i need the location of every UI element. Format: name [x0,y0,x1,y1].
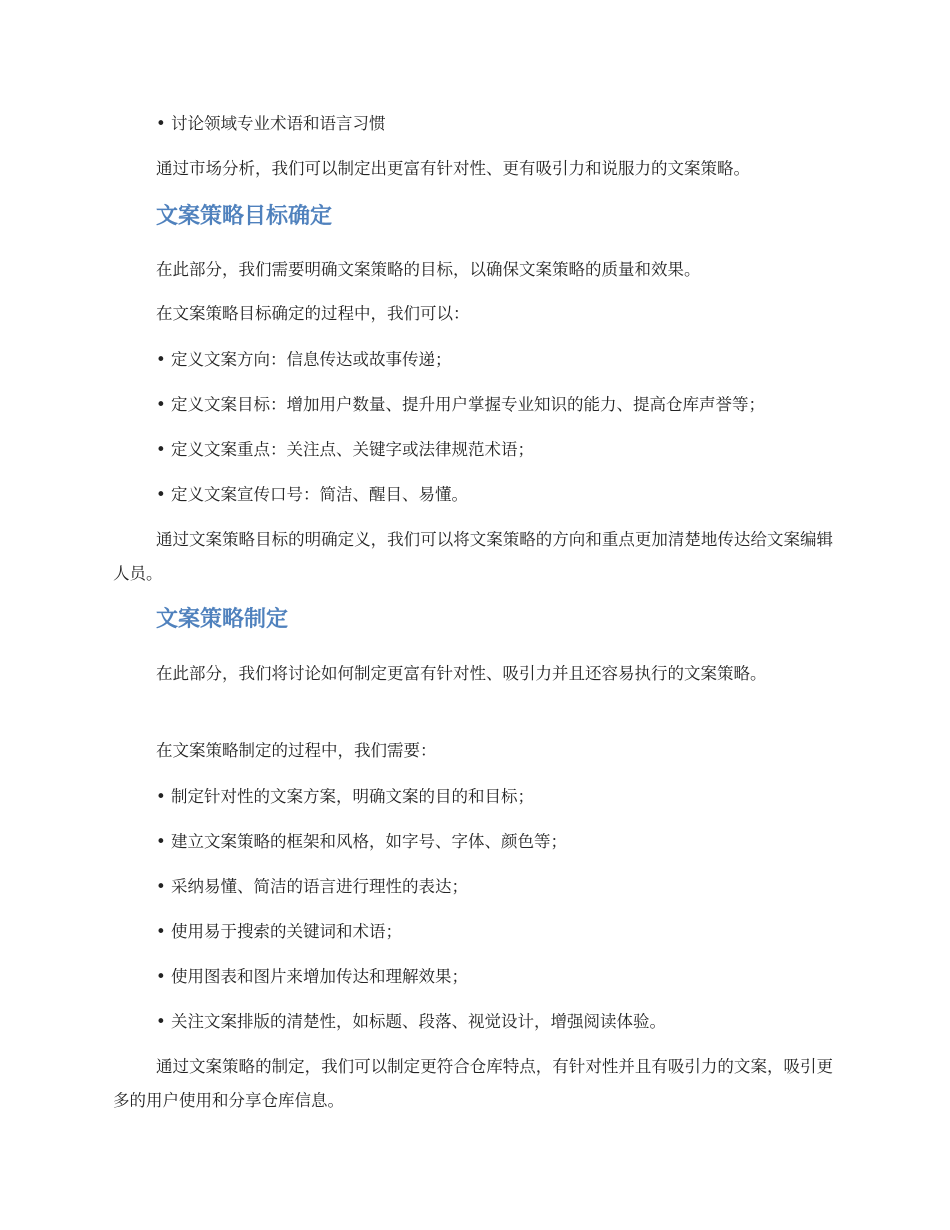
bullet-item: • 讨论领域专业术语和语言习惯 [156,114,386,133]
bullet-item: • 建立文案策略的框架和风格，如字号、字体、颜色等； [156,832,567,851]
section-heading: 文案策略制定 [156,607,289,632]
bullet-item: • 定义文案重点：关注点、关键字或法律规范术语； [156,440,534,459]
paragraph: 通过文案策略的制定，我们可以制定更符合仓库特点，有针对性并且有吸引力的文案，吸引更多的用户使用和分享仓库信息。 [113,1057,833,1110]
bullet-item: • 定义文案宣传口号：简洁、醒目、易懂。 [156,485,468,504]
bullet-item: • 使用易于搜索的关键词和术语； [156,922,402,941]
paragraph: 在此部分，我们将讨论如何制定更富有针对性、吸引力并且还容易执行的文案策略。 [156,664,767,683]
bullet-item: • 采纳易懂、简洁的语言进行理性的表达； [156,877,468,896]
paragraph: 在文案策略目标确定的过程中，我们可以： [156,304,470,323]
bullet-item: • 制定针对性的文案方案，明确文案的目的和目标； [156,787,534,806]
paragraph: 通过市场分析，我们可以制定出更富有针对性、更有吸引力和说服力的文案策略。 [156,159,750,178]
bullet-item: • 使用图表和图片来增加传达和理解效果； [156,967,468,986]
bullet-item: • 定义文案方向：信息传达或故事传递； [156,350,452,369]
paragraph: 通过文案策略目标的明确定义，我们可以将文案策略的方向和重点更加清楚地传达给文案编辑人员。 [113,530,833,583]
bullet-item: • 定义文案目标：增加用户数量、提升用户掌握专业知识的能力、提高仓库声誉等； [156,395,765,414]
section-heading: 文案策略目标确定 [156,204,333,229]
paragraph: 在文案策略制定的过程中，我们需要： [156,741,437,760]
paragraph: 在此部分，我们需要明确文案策略的目标，以确保文案策略的质量和效果。 [156,260,701,279]
bullet-item: • 关注文案排版的清楚性，如标题、段落、视觉设计，增强阅读体验。 [156,1012,666,1031]
